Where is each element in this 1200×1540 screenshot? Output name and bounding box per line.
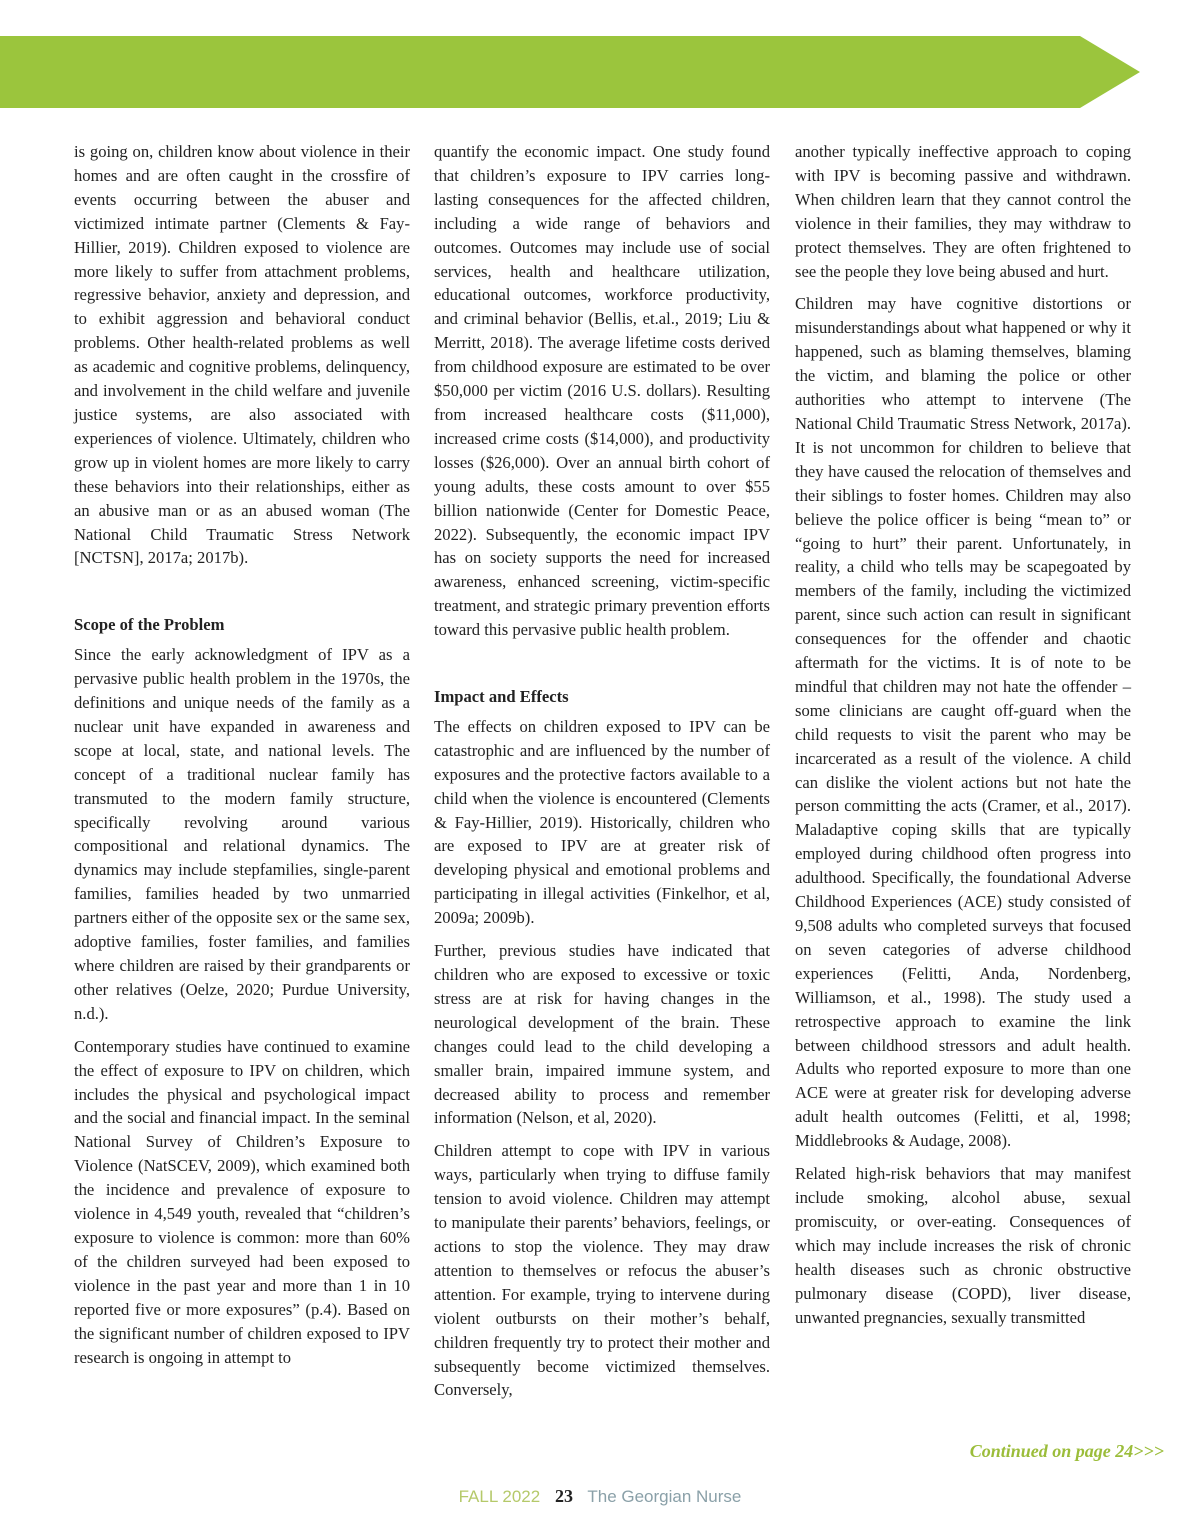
paragraph: Contemporary studies have continued to examine the effect of exposure to IPV on children, which includes the physical and psychological impact and the social and financial impact. In the seminal National Survey of Children’s Exposure to Violence (NatSCEV, 2009), which examined both the incidence and prevalence of exposure to violence in 4,549 youth, revealed that “children’s exposure to violence is common: more than 60% of the children surveyed had been exposed to violence in the past year and more than 1 in 10 reported five or more exposures” (p.4). Based on the significant number of children exposed to IPV research is ongoing in attempt to xyxy=(74,1036,410,1367)
page-footer xyxy=(0,1486,1200,1507)
paragraph: Children may have cognitive distortions or misunderstandings about what happened or why it happened, such as blaming themselves, blaming the victim, and blaming the police or other authorities who attempt to intervene (The National Child Traumatic Stress Network, 2017a). It is not uncommon for children to believe that they have caused the relocation of themselves and their siblings to foster homes. Children may also believe the police officer is being “mean to” or “going to hurt” their parent. Unfortunately, in reality, a child who tells may be scapegoated by members of the family, including the victimized parent, since such action can result in significant consequences for the offender and chaotic aftermath for the victims. It is of note to be mindful that children may not hate the offender – some clinicians are caught off-guard when the child requests to visit the parent who may be incarcerated as a result of the violence. A child can dislike the violent actions but not hate the person committing the acts (Cramer, et al., 2017). Maladaptive coping skills that are typically employed during childhood often progress into adulthood. Specifically, the foundational Adverse Childhood Experiences (ACE) study consisted of 9,508 adults who completed surveys that focused on seven categories of adverse childhood experiences (Felitti, Anda, Nordenberg, Williamson, et al., 1998). The study used a retrospective approach to examine the link between childhood stressors and adult health. Adults who reported exposure to more than one ACE were at greater risk for developing adverse adult health outcomes (Felitti, et al, 1998; Middlebrooks & Audage, 2008). xyxy=(795,294,1131,1151)
paragraph: another typically ineffective approach to coping with IPV is becoming passive and withdrawn. When children learn that they cannot control the violence in their families, they may withdraw to protect themselves. They are often frightened to see the people they love being abused and hurt. xyxy=(795,142,1131,281)
page-number: 23 xyxy=(554,1486,573,1506)
paragraph: The effects on children exposed to IPV can be catastrophic and are influenced by the number of exposures and the protective factors available to a child when the violence is encountered (Clements & Fay-Hillier, 2019). Historically, children who are exposed to IPV are at greater risk of developing physical and emotional problems and participating in illegal activities (Finkelhor, et al, 2009a; 2009b). xyxy=(434,716,770,928)
paragraph: is going on, children know about violence in their homes and are often caught in the crossfire of events occurring between the abuser and victimized intimate partner (Clements & Fay-Hillier, 2019). Children exposed to violence are more likely to suffer from attachment problems, regressive behavior, anxiety and depression, and to exhibit aggression and behavioral conduct problems. Other health-related problems as well as academic and cognitive problems, delinquency, and involvement in the child welfare and juvenile justice systems, are also associated with experiences of violence. Ultimately, children who grow up in violent homes are more likely to carry these behaviors into their relationships, either as an abusive man or as an abused woman (The National Child Traumatic Stress Network [NCTSN], 2017a; 2017b). xyxy=(74,142,410,568)
article-column-2 xyxy=(434,140,770,1411)
footer-season: FALL 2022 xyxy=(458,1487,541,1506)
paragraph: Related high-risk behaviors that may manifest include smoking, alcohol abuse, sexual promiscuity, or over-eating. Consequences of which may include increases the risk of chronic health diseases such as chronic obstructive pulmonary disease (COPD), liver disease, unwanted pregnancies, sexually transmitted xyxy=(795,1164,1131,1327)
header-banner-arrow xyxy=(0,36,1140,108)
publication-name: The Georgian Nurse xyxy=(587,1487,742,1506)
article-column-1 xyxy=(74,140,410,1378)
paragraph: Further, previous studies have indicated that children who are exposed to excessive or toxic stress are at risk for having changes in the neurological development of the brain. These changes could lead to the child developing a smaller brain, impaired immune system, and decreased ability to process and remember information (Nelson, et al, 2020). xyxy=(434,941,770,1128)
paragraph: Children attempt to cope with IPV in various ways, particularly when trying to diffuse family tension to avoid violence. Children may attempt to manipulate their parents’ behaviors, feelings, or actions to stop the violence. They may draw attention to themselves or refocus the abuser’s attention. For example, trying to intervene during violent outbursts on their mother’s behalf, children frequently try to protect their mother and subsequently become victimized themselves. Conversely, xyxy=(434,1141,770,1400)
article-column-3 xyxy=(795,140,1131,1338)
paragraph: Since the early acknowledgment of IPV as a pervasive public health problem in the 1970s, the definitions and unique needs of the family as a nuclear unit have expanded in awareness and scope at local, state, and national levels. The concept of a traditional nuclear family has transmuted to the modern family structure, specifically revolving around various compositional and relational dynamics. The dynamics may include stepfamilies, single-parent families, families headed by two unmarried partners either of the opposite sex or the same sex, adoptive families, foster families, and families where children are raised by their grandparents or other relatives (Oelze, 2020; Purdue University, n.d.). xyxy=(74,645,410,1023)
section-heading-impact: Impact and Effects xyxy=(434,687,569,707)
continued-link[interactable]: Continued on page 24>>> xyxy=(969,1441,1164,1461)
section-heading-scope: Scope of the Problem xyxy=(74,615,225,635)
paragraph: quantify the economic impact. One study found that children’s exposure to IPV carries long-lasting consequences for the affected children, including a wide range of behaviors and outcomes. Outcomes may include use of social services, health and healthcare utilization, educational outcomes, workforce productivity, and criminal behavior (Bellis, et.al., 2019; Liu & Merritt, 2018). The average lifetime costs derived from childhood exposure are estimated to be over $50,000 per victim (2016 U.S. dollars). Resulting from increased healthcare costs ($11,000), increased crime costs ($14,000), and productivity losses ($26,000). Over an annual birth cohort of young adults, these costs amount to over $55 billion nationwide (Center for Domestic Peace, 2022). Subsequently, the economic impact IPV has on society supports the need for increased awareness, enhanced screening, victim-specific treatment, and strategic primary prevention efforts toward this pervasive public health problem. xyxy=(434,142,770,640)
